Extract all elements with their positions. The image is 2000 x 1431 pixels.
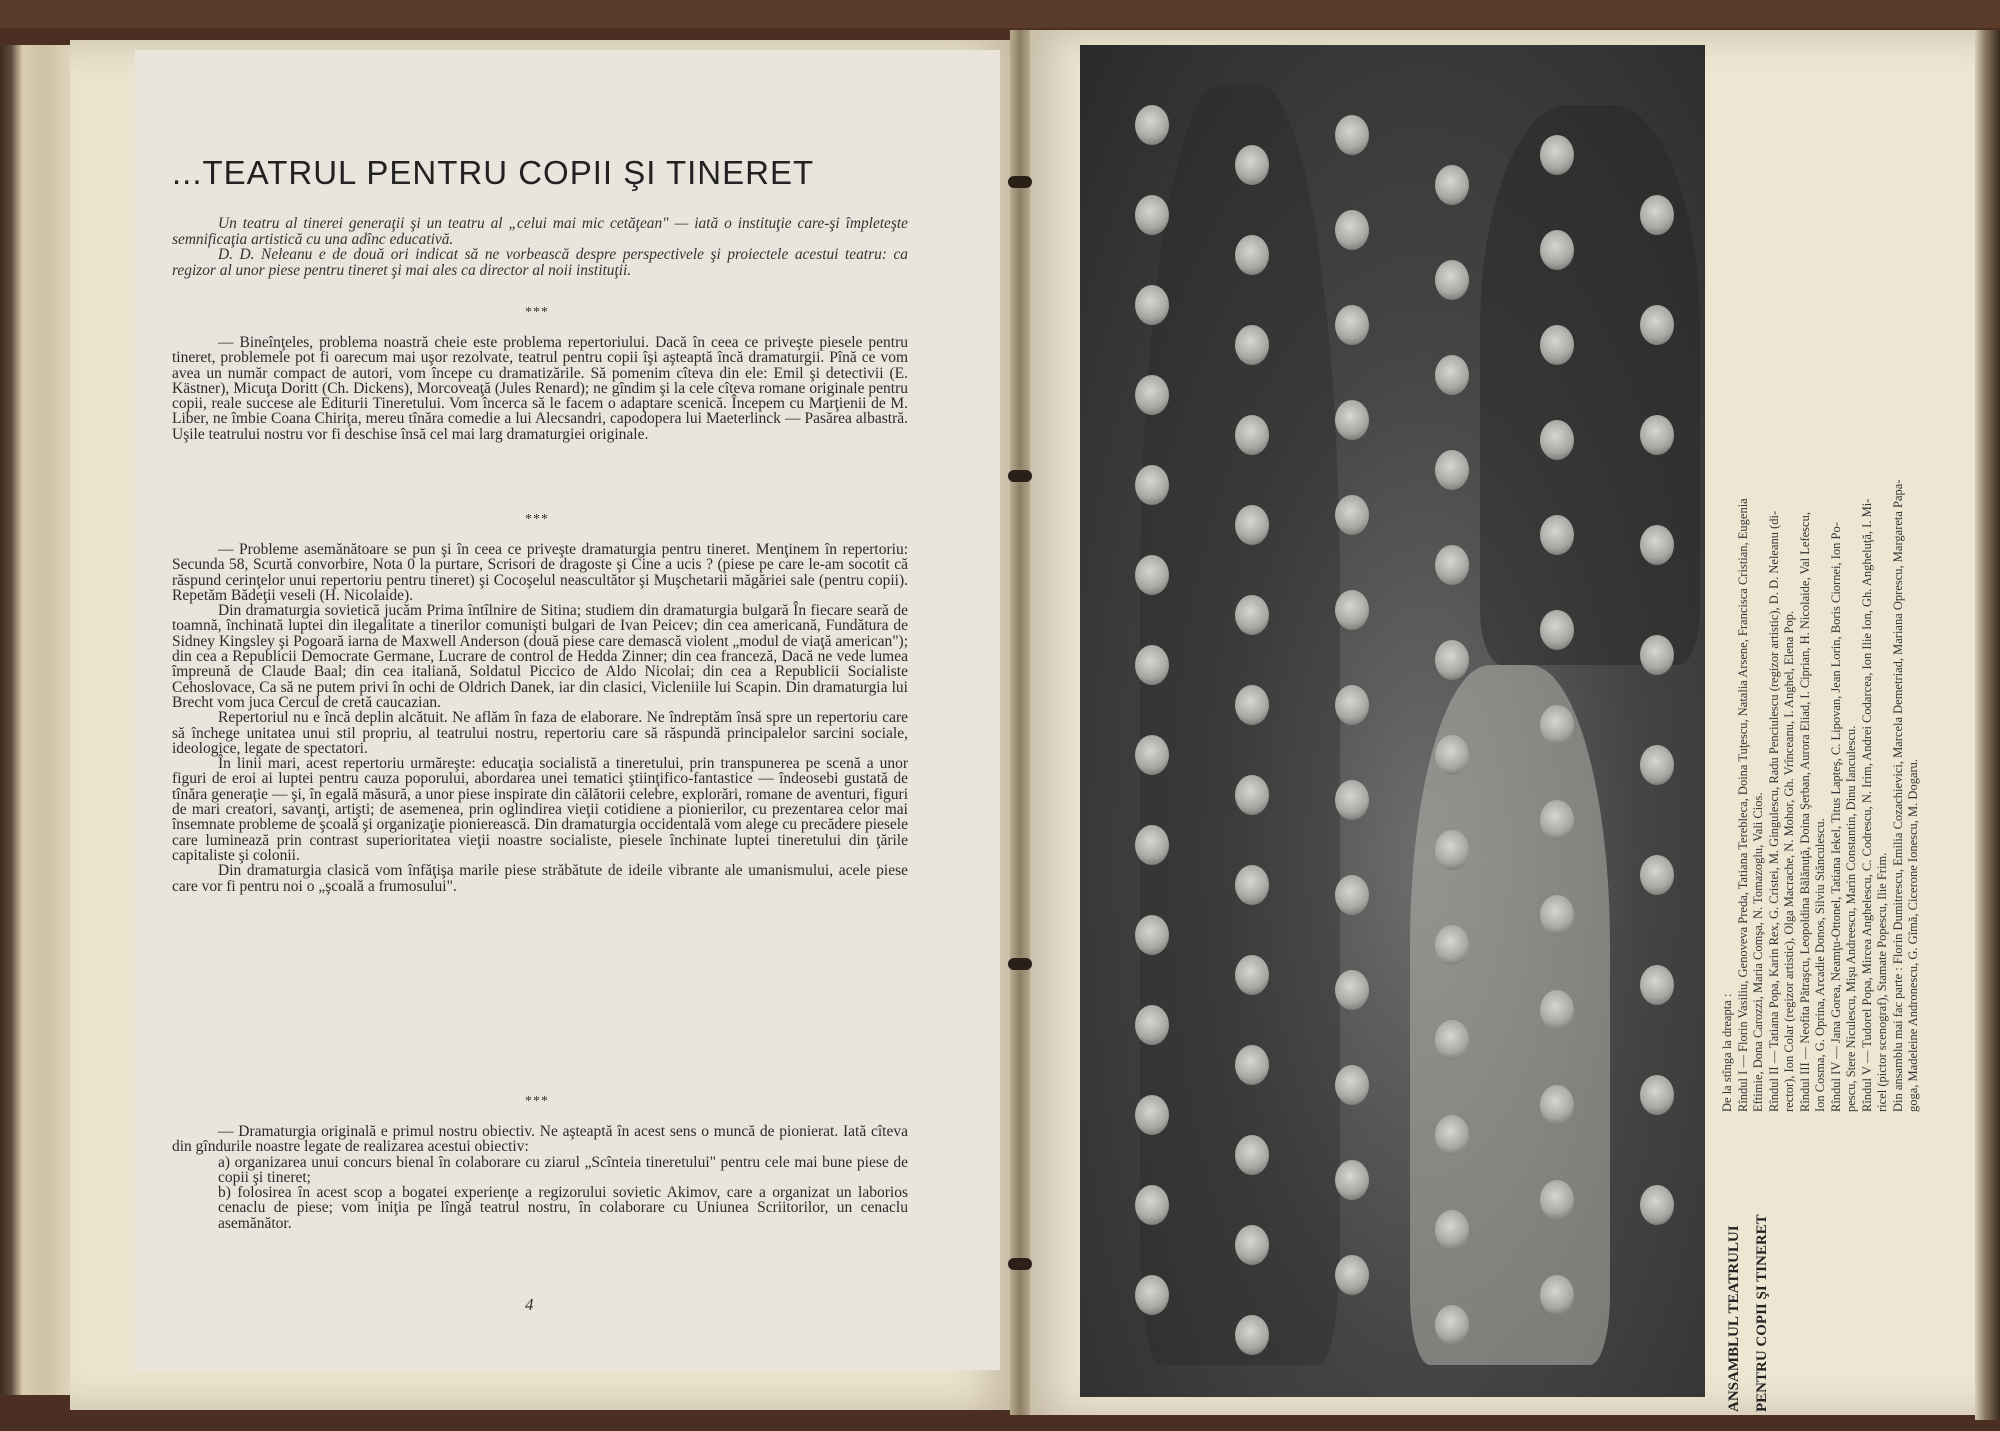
section-2 xyxy=(172,542,908,894)
binding-stitch xyxy=(1008,1258,1032,1270)
page-stack-left xyxy=(0,45,75,1395)
photo-caption xyxy=(1720,12,1940,1412)
body-paragraph: — Probleme asemănătoare se pun şi în ceea ce priveşte dramaturgia pentru tineret. Menţinem în repertoriu: Secunda 58, Scurtă convorbire, Nota 0 la purtare, Scrisori de dragoste şi Cine a ucis ? (piese pe care le-am socotit că răspund cerinţelor unui repertoriu pentru tineret) şi Cocoşelul neascultător şi Muşchetarii măgăriei sale (pentru copii). Repetăm Bădeţii veseli (H. Nicolaide). xyxy=(172,541,908,604)
list-item: a) organizarea unui concurs bienal în colaborare cu ziarul „Scînteia tineretului" pentru cele mai bune piese de copii şi tineret; xyxy=(218,1153,908,1186)
body-paragraph: Din dramaturgia clasică vom înfăţişa marile piese străbătute de ideile vibrante ale umanismului, acele piese care vor fi pentru noi o „şcoală a frumosului". xyxy=(172,862,908,895)
caption-title-line: PENTRU COPII ŞI TINERET xyxy=(1754,1214,1770,1412)
caption-line: Rîndul II — Tatiana Popa, Karin Rex, G. Cristei, M. Gingulescu, Radu Penciulescu (regizor artistic), D. D. Neleanu (di- xyxy=(1766,510,1781,1112)
caption-line: pescu, Stere Niculescu, Mişu Andreescu, Marin Constantin, Dinu Ianculescu. xyxy=(1844,725,1858,1112)
body-paragraph: — Bineînţeles, problema noastră cheie este problema repertoriului. Dacă în ceea ce priveşte piesele pentru tineret, problemele pot fi oarecum mai uşor rezolvate, teatrul pentru copii îşi aşteaptă încă dramaturgii. Pînă ce vom avea un număr compact de autori, vom începe cu dramatizările. Să pomenim cîteva din ele: Emil şi detectivii (E. Kästner), Micuţa Doritt (Ch. Dickens), Morcoveaţă (Jules Renard); ne gîndim şi la cele cîteva romane originale pentru copii, reale succese ale Editurii Tineretului. Vom încerca să le facem o adaptare scenică. Începem cu Marţienii de M. Liber, ne îmbie Coana Chiriţa, mereu tînăra comedie a lui Alecsandri, capodopera lui Maeterlinck — Pasărea albastră. Uşile teatrului nostru vor fi deschise însă cel mai larg dramaturgiei originale. xyxy=(172,334,908,443)
intro-paragraph: D. D. Neleanu e de două ori indicat să ne vorbească despre perspectivele şi proiectele acestui teatru: ca regizor al unor piese pentru tineret şi mai ales ca director al noii instituţii. xyxy=(172,246,908,279)
section-1 xyxy=(172,335,908,442)
body-paragraph: Repertoriul nu e încă deplin alcătuit. Ne aflăm în faza de elaborare. Ne îndreptăm însă spre un repertoriu care să închege unitatea unui stil propriu, al teatrului nostru, repertoriu care să răspundă principalelor sarcini sociale, ideologice, legate de spectatori. xyxy=(172,709,908,757)
page-number: 4 xyxy=(525,1295,534,1314)
intro-paragraph: Un teatru al tinerei generaţii şi un teatru al „celui mai mic cetăţean" — iată o instituţie care-şi împleteşte semnificaţia artistică cu una adînc educativă. xyxy=(172,215,908,248)
caption-line: Din ansamblu mai fac parte : Florin Dumitrescu, Emilia Cozachievici, Marcela Demetriad, Mariana Oprescu, Margareta Papa- xyxy=(1890,479,1905,1112)
caption-line: ricel (pictor scenograf), Stamate Popescu, Ilie Frim. xyxy=(1875,852,1889,1112)
caption-title xyxy=(1720,1214,1776,1412)
list-item: b) folosirea în acest scop a bogatei experienţe a regizorului sovietic Akimov, care a organizat un laborios cenaclu de piese; vom iniţia pe lîngă teatrul nostru, în colaborare cu Uniunea Scriitorilor, un cenaclu asemănător. xyxy=(218,1184,908,1232)
caption-line: goga, Madeleine Andronescu, G. Gîmă, Cicerone Ionescu, M. Dogaru. xyxy=(1906,758,1920,1112)
caption-title-line: ANSAMBLUL TEATRULUI xyxy=(1726,1225,1742,1412)
article-intro xyxy=(172,216,908,278)
caption-text xyxy=(1720,72,1922,1112)
caption-line: Rîndul IV — Jana Gorea, Neamţu-Ottonel, Tatiana Iekel, Titus Lapteş, C. Lipovan, Jean Lorin, Boris Ciornei, Ion Po- xyxy=(1828,522,1843,1112)
page-edge-right xyxy=(1975,30,2000,1420)
body-paragraph: Din dramaturgia sovietică jucăm Prima întîlnire de Sitina; studiem din dramaturgia bulgară În fiecare seară de toamnă, închinată luptei din ilegalitate a tinerilor comunişti bulgari de Ivan Peicev; din cea americană, Fundătura de Sidney Kingsley şi Pogoară iarna de Maxwell Anderson (două piese care demască violent „modul de viaţă american"); din cea a Republicii Democrate Germane, Lucrare de control de Hedda Zinner; din cea franceză, Dacă ne vede lumea împreună de Claude Baal; din cea italiană, Soldatul Piccico de Aldo Nicolai; din cea a Republicii Socialiste Cehoslovace, Ca să ne putem privi în ochi de Oldrich Danek, iar din clasici, Vicleniile lui Scapin. Din dramaturgia lui Brecht vom juca Cercul de cretă caucazian. xyxy=(172,602,908,711)
article-title: ...TEATRUL PENTRU COPII ŞI TINERET xyxy=(172,154,815,191)
caption-line: Rîndul I — Florin Vasiliu, Genoveva Preda, Tatiana Terebleca, Doina Tuţescu, Natalia Arsene, Francisca Cristian, Eugenia xyxy=(1735,498,1750,1112)
section-separator: *** xyxy=(525,512,549,527)
section-3 xyxy=(172,1124,908,1231)
book-gutter xyxy=(1010,30,1030,1415)
caption-line: rector), Ion Colar (regizor artistic), Olga Macrache, N. Mohor, Gh. Vrînceanu, I. Anghel, Elena Pop. xyxy=(1782,610,1796,1112)
binding-stitch xyxy=(1008,470,1032,482)
caption-line: Ion Cosma, G. Oprina, Arcadie Donos, Silviu Stănculescu. xyxy=(1813,818,1827,1112)
ensemble-group-photo xyxy=(1080,45,1705,1397)
caption-line: Rîndul V — Tudorel Popa, Mircea Anghelescu, C. Codrescu, N. Irim, Andrei Codarcea, Ion Ilie Ion, Gh. Angheluţă, I. Mi- xyxy=(1859,498,1874,1112)
section-separator: *** xyxy=(525,1094,549,1109)
section-separator: *** xyxy=(525,305,549,320)
binding-stitch xyxy=(1008,176,1032,188)
body-paragraph: În linii mari, acest repertoriu urmăreşte: educaţia socialistă a tineretului, prin transpunerea pe scenă a unor figuri de eroi ai luptei pentru cauza poporului, abordarea unei tematici ştiinţifico-fantastice — îndeosebi gustată de tînăra generaţie — şi, în egală măsură, a unor piese inspirate din călătorii celebre, explorări, romane de aventuri, figuri de mari creatori, savanţi, artişti; de asemenea, prin oglindirea vieţii cotidiene a pionierilor, cu prezentarea celor mai însemnate probleme de şcoală şi organizaţie pionierească. Din dramaturgia occidentală vom alege cu precădere piesele care luminează prin contrast superioritatea vieţii noastre socialiste, piesele închinate luptei tineretului din ţările capitaliste şi colonii. xyxy=(172,755,908,864)
caption-line: Eftimie, Dona Carozzi, Maria Comşa, N. Tomazoglu, Vali Cios. xyxy=(1751,792,1765,1112)
caption-line: Rîndul III — Neofita Pătraşcu, Leopoldina Bălănuţă, Doina Şerban, Aurora Eliad, I. Ciprian, H. Nicolaide, Val Lefescu, xyxy=(1797,512,1812,1112)
body-paragraph: — Dramaturgia originală e primul nostru obiectiv. Ne aşteaptă în acest sens o muncă de pionierat. Iată cîteva din gîndurile noastre legate de realizarea acestui obiectiv: xyxy=(172,1123,908,1156)
caption-line: De la stînga la dreapta : xyxy=(1720,993,1734,1112)
binding-stitch xyxy=(1008,958,1032,970)
